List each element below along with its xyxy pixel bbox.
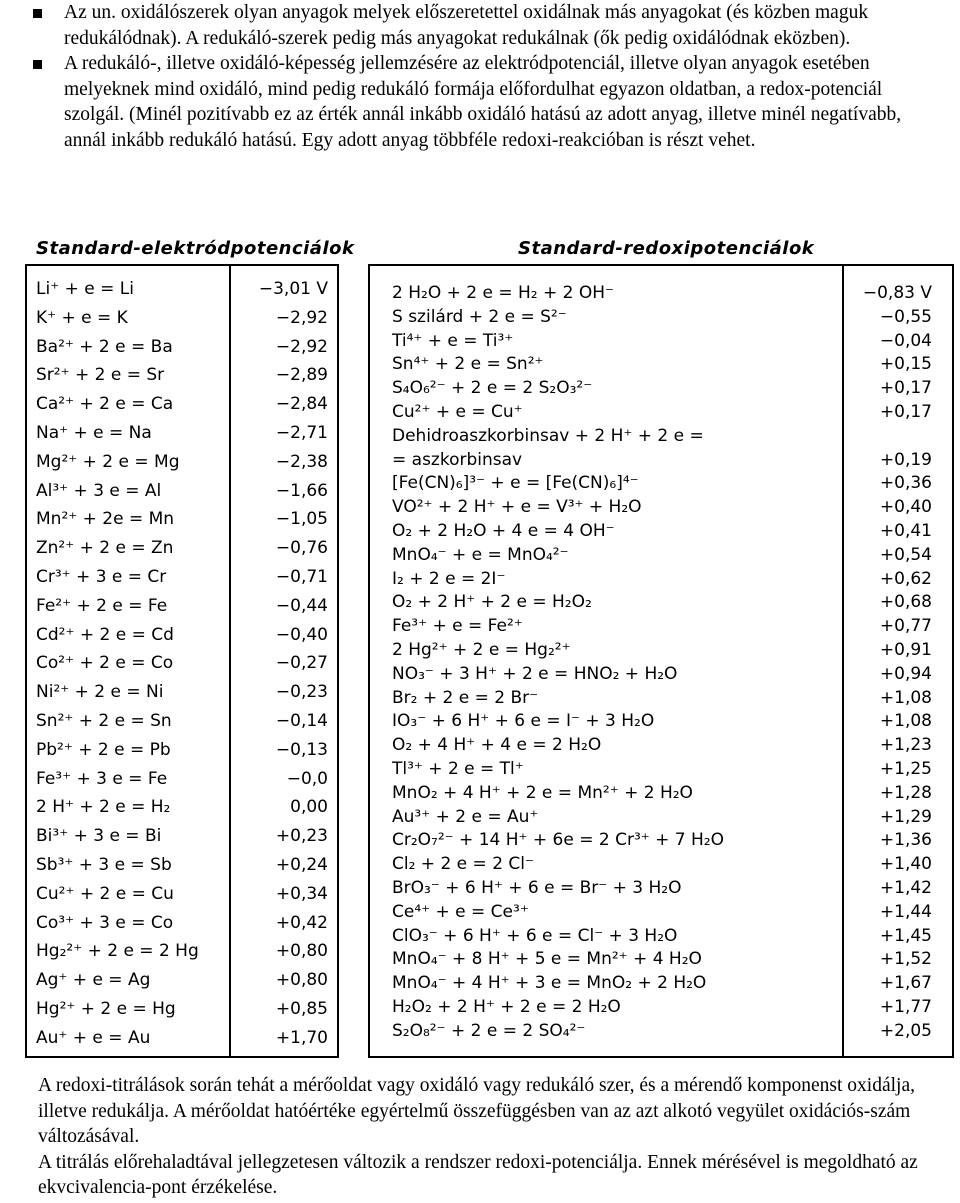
equation-cell: H₂O₂ + 2 H⁺ + 2 e = 2 H₂O: [392, 997, 621, 1017]
equation-cell: = aszkorbinsav: [392, 449, 523, 470]
equation-cell: O₂ + 2 H⁺ + 2 e = H₂O₂: [392, 592, 592, 613]
equation-cell: Co³⁺ + 3 e = Co: [36, 912, 174, 933]
potential-value-cell: −0,23: [275, 682, 328, 703]
equation-cell: Au³⁺ + 2 e = Au⁺: [392, 806, 539, 827]
equation-cell: Cd²⁺ + 2 e = Cd: [36, 624, 174, 645]
equation-cell: Na⁺ + e = Na: [36, 423, 152, 443]
equation-cell: IO₃⁻ + 6 H⁺ + 6 e = I⁻ + 3 H₂O: [392, 711, 655, 732]
equation-cell: ClO₃⁻ + 6 H⁺ + 6 e = Cl⁻ + 3 H₂O: [392, 925, 678, 946]
equation-cell: 2 H₂O + 2 e = H₂ + 2 OH⁻: [392, 283, 614, 303]
equation-cell: BrO₃⁻ + 6 H⁺ + 6 e = Br⁻ + 3 H₂O: [392, 878, 682, 898]
bullet-text: A redukáló-, illetve oxidáló-képesség jellemzésére az elektródpotenciál, illetve olyan anyagok esetében melyeknek mind oxidáló, mind pedig redukáló formája előfordulhat egyazon oldatban, a redox-potenciál szolgál. (Minél pozitívabb ez az érték annál inkább oxidáló hatású az adott anyag, illetve minél negatívabb, annál inkább redukáló hatású. Egy adott anyag többféle redoxi-reakcióban is részt vehet.: [64, 53, 902, 151]
equation-cell: Cl₂ + 2 e = 2 Cl⁻: [392, 854, 534, 875]
left-table-title: Standard-elektródpotenciálok: [36, 238, 355, 259]
equation-cell: Hg²⁺ + 2 e = Hg: [36, 999, 176, 1019]
potential-value-cell: −0,0: [286, 768, 328, 789]
potential-value-cell: −0,13: [275, 739, 328, 760]
equation-cell: Tl³⁺ + 2 e = Tl⁺: [392, 759, 524, 779]
potential-value-cell: +1,42: [879, 878, 932, 898]
potential-value-cell: +0,17: [879, 402, 932, 422]
equation-cell: Cu²⁺ + 2 e = Cu: [36, 883, 174, 904]
equation-cell: 2 Hg²⁺ + 2 e = Hg₂²⁺: [392, 640, 571, 660]
equation-cell: O₂ + 4 H⁺ + 4 e = 2 H₂O: [392, 735, 602, 756]
bullet-item-oxidizers: [0, 0, 960, 51]
potential-value-cell: −2,92: [275, 336, 328, 357]
potential-value-cell: +1,25: [879, 759, 932, 779]
right-table-title: Standard-redoxipotenciálok: [518, 238, 815, 259]
equation-cell: S szilárd + 2 e = S²⁻: [392, 306, 567, 327]
equation-cell: I₂ + 2 e = 2I⁻: [392, 568, 506, 589]
equation-cell: NO₃⁻ + 3 H⁺ + 2 e = HNO₂ + H₂O: [392, 663, 678, 684]
equation-cell: Ni²⁺ + 2 e = Ni: [36, 682, 164, 703]
potential-value-cell: +0,94: [879, 663, 932, 684]
equation-cell: Au⁺ + e = Au: [36, 1027, 151, 1048]
equation-cell: MnO₂ + 4 H⁺ + 2 e = Mn²⁺ + 2 H₂O: [392, 782, 693, 803]
potential-value-cell: −1,66: [275, 480, 328, 501]
equation-cell: Ba²⁺ + 2 e = Ba: [36, 336, 173, 357]
equation-cell: Cu²⁺ + e = Cu⁺: [392, 402, 523, 422]
potential-value-cell: −2,89: [275, 365, 328, 386]
equation-cell: Sn²⁺ + 2 e = Sn: [36, 711, 172, 731]
equation-cell: Co²⁺ + 2 e = Co: [36, 653, 174, 674]
potential-value-cell: −0,55: [879, 306, 932, 327]
potential-value-cell: −0,83 V: [862, 283, 932, 303]
potential-value-cell: −2,84: [275, 394, 328, 415]
potential-value-cell: +0,17: [879, 378, 932, 399]
equation-cell: Sn⁴⁺ + 2 e = Sn²⁺: [392, 354, 544, 375]
potential-value-cell: +2,05: [879, 1020, 932, 1041]
left-table-divider: [229, 264, 231, 1058]
potential-value-cell: +1,36: [879, 830, 932, 851]
equation-cell: Dehidroaszkorbinsav + 2 H⁺ + 2 e =: [392, 425, 704, 446]
potential-value-cell: −0,76: [275, 538, 328, 559]
potential-value-cell: +0,34: [275, 883, 328, 904]
potential-value-cell: +1,28: [879, 782, 932, 803]
potential-value-cell: +1,40: [879, 854, 932, 875]
potential-value-cell: −0,14: [275, 711, 328, 731]
potential-value-cell: −2,71: [275, 423, 328, 443]
potential-value-cell: +0,42: [275, 912, 328, 933]
equation-cell: Ag⁺ + e = Ag: [36, 970, 151, 991]
equation-cell: Fe³⁺ + e = Fe²⁺: [392, 616, 523, 637]
equation-cell: VO²⁺ + 2 H⁺ + e = V³⁺ + H₂O: [392, 497, 642, 518]
potential-value-cell: +0,19: [879, 449, 932, 470]
equation-cell: MnO₄⁻ + 4 H⁺ + 3 e = MnO₂ + 2 H₂O: [392, 973, 707, 994]
potential-value-cell: −0,04: [879, 330, 932, 351]
potential-value-cell: −2,92: [275, 307, 328, 328]
potential-value-cell: +0,24: [275, 855, 328, 875]
equation-cell: 2 H⁺ + 2 e = H₂: [36, 797, 171, 818]
potential-value-cell: +0,80: [275, 970, 328, 991]
potential-value-cell: +1,70: [275, 1027, 328, 1048]
potential-value-cell: +1,67: [879, 973, 932, 994]
equation-cell: Ti⁴⁺ + e = Ti³⁺: [392, 330, 514, 351]
potential-value-cell: −0,40: [275, 624, 328, 645]
potential-value-cell: +0,15: [879, 354, 932, 375]
potential-value-cell: +0,91: [879, 640, 932, 660]
potential-value-cell: +0,40: [879, 497, 932, 518]
equation-cell: [Fe(CN)₆]³⁻ + e = [Fe(CN)₆]⁴⁻: [392, 473, 639, 494]
equation-cell: Zn²⁺ + 2 e = Zn: [36, 538, 174, 559]
square-bullet-icon: [33, 9, 42, 18]
potential-value-cell: +1,29: [879, 806, 932, 827]
potential-value-cell: −3,01 V: [258, 279, 328, 299]
equation-cell: S₂O₈²⁻ + 2 e = 2 SO₄²⁻: [392, 1020, 586, 1041]
bullet-list: [0, 0, 960, 153]
potential-value-cell: −0,44: [275, 595, 328, 616]
footer-text: [38, 1073, 938, 1201]
potential-value-cell: +0,68: [879, 592, 932, 613]
equation-cell: O₂ + 2 H₂O + 4 e = 4 OH⁻: [392, 521, 615, 541]
square-bullet-icon: [33, 60, 42, 69]
equation-cell: Cr₂O₇²⁻ + 14 H⁺ + 6e = 2 Cr³⁺ + 7 H₂O: [392, 830, 724, 851]
equation-cell: Al³⁺ + 3 e = Al: [36, 480, 162, 501]
potential-table-image: [0, 236, 960, 1062]
equation-cell: Fe²⁺ + 2 e = Fe: [36, 595, 168, 616]
equation-cell: Bi³⁺ + 3 e = Bi: [36, 826, 162, 847]
equation-cell: Mg²⁺ + 2 e = Mg: [36, 451, 180, 472]
equation-cell: Sr²⁺ + 2 e = Sr: [36, 365, 165, 386]
equation-cell: K⁺ + e = K: [36, 307, 128, 328]
bullet-item-potential: [0, 51, 960, 153]
equation-cell: Mn²⁺ + 2e = Mn: [36, 509, 175, 530]
potential-value-cell: +0,80: [275, 941, 328, 962]
potential-value-cell: +1,77: [879, 997, 932, 1017]
potential-value-cell: +0,62: [879, 568, 932, 589]
equation-cell: Sb³⁺ + 3 e = Sb: [36, 855, 172, 875]
equation-cell: Hg₂²⁺ + 2 e = 2 Hg: [36, 941, 199, 962]
equation-cell: Br₂ + 2 e = 2 Br⁻: [392, 687, 539, 708]
potential-value-cell: +0,77: [879, 616, 932, 637]
bullet-text: Az un. oxidálószerek olyan anyagok melyek előszeretettel oxidálnak más anyagokat (és közben maguk redukálódnak). A redukáló-szerek pedig más anyagokat redukálnak (ők pedig oxidálódnak eközben).: [64, 2, 869, 49]
potential-value-cell: +1,52: [879, 949, 932, 970]
potential-value-cell: +1,08: [879, 687, 932, 708]
potential-value-cell: −0,27: [275, 653, 328, 674]
potential-value-cell: +0,36: [879, 473, 932, 494]
equation-cell: Fe³⁺ + 3 e = Fe: [36, 768, 168, 789]
potential-value-cell: −2,38: [275, 451, 328, 472]
potential-value-cell: +1,23: [879, 735, 932, 756]
potential-value-cell: 0,00: [290, 797, 328, 818]
potential-value-cell: −1,05: [275, 509, 328, 530]
potential-value-cell: +1,45: [879, 925, 932, 946]
potential-value-cell: +0,85: [275, 999, 328, 1019]
footer-paragraph: A redoxi-titrálások során tehát a mérőoldat vagy oxidáló vagy redukáló szer, és a mérendő komponenst oxidálja, illetve redukálja. A mérőoldat hatóértéke egyértelmű összefüggésben van az azt alkotó vegyület oxidációs-szám változásával.: [38, 1075, 915, 1147]
equation-cell: Ca²⁺ + 2 e = Ca: [36, 394, 174, 415]
equation-cell: S₄O₆²⁻ + 2 e = 2 S₂O₃²⁻: [392, 378, 593, 399]
equation-cell: Cr³⁺ + 3 e = Cr: [36, 567, 167, 587]
equation-cell: Ce⁴⁺ + e = Ce³⁺: [392, 901, 529, 922]
potential-value-cell: +1,08: [879, 711, 932, 732]
footer-paragraph: A titrálás előrehaladtával jellegzetesen változik a rendszer redoxi-potenciálja. Ennek mérésével is megoldható az ekvcivalencia-pont érzékelése.: [38, 1151, 918, 1198]
equation-cell: Li⁺ + e = Li: [36, 279, 134, 299]
potential-value-cell: +1,44: [879, 901, 932, 922]
potential-value-cell: +0,54: [879, 544, 932, 565]
potential-value-cell: +0,41: [879, 521, 932, 541]
equation-cell: Pb²⁺ + 2 e = Pb: [36, 739, 171, 760]
equation-cell: MnO₄⁻ + e = MnO₄²⁻: [392, 544, 569, 565]
equation-cell: MnO₄⁻ + 8 H⁺ + 5 e = Mn²⁺ + 4 H₂O: [392, 949, 702, 970]
potential-value-cell: +0,23: [275, 826, 328, 847]
right-table-divider: [842, 264, 844, 1058]
potential-value-cell: −0,71: [275, 567, 328, 587]
